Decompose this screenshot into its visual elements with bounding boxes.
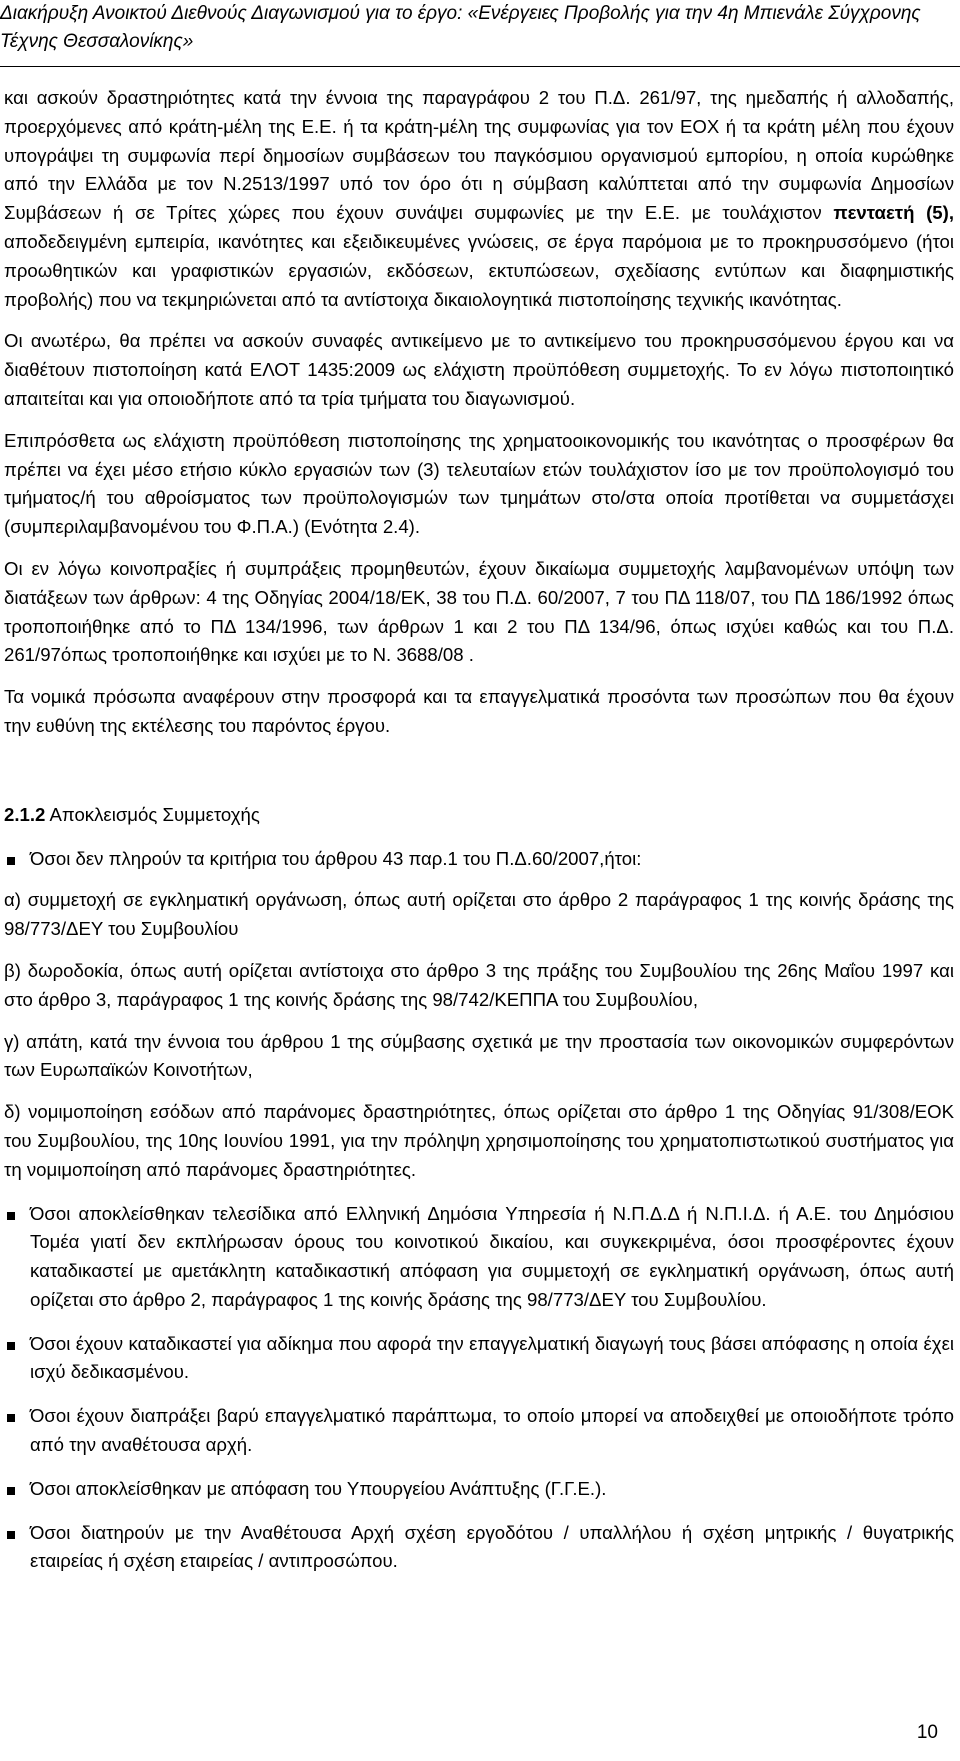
paragraph-legal-entities: Τα νομικά πρόσωπα αναφέρουν στην προσφορά και τα επαγγελματικά προσόντα των προσώπων που θα έχουν την ευθύνη της εκτέλεσης του παρόντος έργου. — [4, 686, 954, 736]
square-bullet-icon — [4, 1330, 30, 1388]
list-item: Όσοι δεν πληρούν τα κριτήρια του άρθρου 43 παρ.1 του Π.Δ.60/2007,ήτοι: — [4, 845, 954, 874]
section-heading — [4, 801, 954, 830]
square-bullet-icon — [4, 845, 30, 874]
square-bullet-icon — [4, 1200, 30, 1315]
list-item: Όσοι έχουν διαπράξει βαρύ επαγγελματικό παράπτωμα, το οποίο μπορεί να αποδειχθεί με οποιοδήποτε τρόπο από την αναθέτουσα αρχή. — [4, 1402, 954, 1460]
paragraph-eligibility: και ασκούν δραστηριότητες κατά την έννοια της παραγράφου 2 του Π.Δ. 261/97, της ημεδαπής ή αλλοδαπής, προερχόμενες από κράτη-μέλη της Ε.Ε. ή τα κράτη-μέλη της συμφωνίας για τον ΕΟΧ ή τα κράτη μέλη που έχουν υπογράψει τη συμφωνία περί δημοσίων συμβάσεων του παγκόσμιου οργανισμού εμπορίου, η οποία κυρώθηκε από την Ελλάδα με τον Ν.2513/1997 υπό τον όρο ότι η σύμβαση καλύπτεται από την συμφωνία Δημοσίων Συμβάσεων ή σε Τρίτες χώρες που έχουν συνάψει συμφωνίες με την Ε.Ε. με τουλάχιστον πενταετή (5), αποδεδειγμένη εμπειρία, ικανότητες και εξειδικευμένες γνώσεις, σε έργα παρόμοια με το προκηρυσσόμενο (ήτοι προωθητικών και γραφιστικών εργασιών, εκδόσεων, εκτυπώσεων, σχεδίασης εντύπων και διαφημιστικής προβολής) που να τεκμηριώνεται από τα αντίστοιχα δικαιολογητικά πιστοποίησης τεχνικής ικανότητας. — [4, 87, 954, 310]
page-number: 10 — [916, 1722, 938, 1743]
paragraph-consortia: Οι εν λόγω κοινοπραξίες ή συμπράξεις προμηθευτών, έχουν δικαίωμα συμμετοχής λαμβανομένων υπόψη των διατάξεων των άρθρων: 4 της Οδηγίας 2004/18/ΕΚ, 38 του Π.Δ. 60/2007, 7 του ΠΔ 118/07, του ΠΔ 186/1992 όπως τροποποιήθηκε από το ΠΔ 134/1996, των άρθρων 1 και 2 του ΠΔ 134/96, όπως ισχύει καθώς και του Π.Δ. 261/97όπως τροποποιήθηκε και ισχύει με το Ν. 3688/08 . — [4, 557, 954, 666]
square-bullet-icon — [4, 1519, 30, 1577]
criterion-a: α) συμμετοχή σε εγκληματική οργάνωση, όπως αυτή ορίζεται στο άρθρο 2 παράγραφος 1 της κοινής δράσης της 98/773/ΔΕΥ του Συμβουλίου — [4, 889, 954, 940]
criterion-c: γ) απάτη, κατά την έννοια του άρθρου 1 της σύμβασης σχετικά με την προστασία των οικονομικών συμφερόντων των Ευρωπαϊκών Κοινοτήτων, — [4, 1030, 954, 1081]
bold-term: πενταετή (5), — [833, 202, 954, 224]
criterion-d: δ) νομιμοποίηση εσόδων από παράνομες δραστηριότητες, όπως ορίζεται στο άρθρο 1 της Οδηγίας 91/308/ΕΟΚ του Συμβουλίου, της 10ης Ιουνίου 1991, για την πρόληψη χρησιμοποίησης του χρηματοπιστωτικού συστήματος για τη νομιμοποίηση από παράνομες δραστηριότητες. — [4, 1101, 954, 1180]
section-number: 2.1.2 — [4, 803, 46, 825]
section-title: Αποκλεισμός Συμμετοχής — [45, 803, 260, 825]
criterion-b: β) δωροδοκία, όπως αυτή ορίζεται αντίστοιχα στο άρθρο 3 της πράξης του Συμβουλίου της 26ης Μαΐου 1997 και στο άρθρο 3, παράγραφος 1 της κοινής δράσης της 98/742/ΚΕΠΠΑ του Συμβουλίου, — [4, 959, 954, 1010]
header-title: Διακήρυξη Ανοικτού Διεθνούς Διαγωνισμού για το έργο: «Ενέργειες Προβολής για την 4η Μπιενάλε Σύγχρονης Τέχνης Θεσσαλονίκης» — [0, 3, 921, 52]
header-divider — [0, 66, 960, 67]
square-bullet-icon — [4, 1475, 30, 1504]
square-bullet-icon — [4, 1402, 30, 1460]
document-body — [4, 84, 954, 1576]
list-item: Όσοι αποκλείσθηκαν τελεσίδικα από Ελληνική Δημόσια Υπηρεσία ή Ν.Π.Δ.Δ ή Ν.Π.Ι.Δ. ή Α.Ε. του Δημόσιου Τομέα γιατί δεν εκπλήρωσαν όρους του κοινοτικού δικαίου, και συγκεκριμένα, όσοι προσφέροντες έχουν καταδικαστεί με αμετάκλητη καταδικαστική απόφαση για συμμετοχή σε εγκληματική οργάνωση, όπως αυτή ορίζεται στο άρθρο 2, παράγραφος 1 της κοινής δράσης της 98/773/ΔΕΥ του Συμβουλίου. — [4, 1200, 954, 1315]
list-item: Όσοι αποκλείσθηκαν με απόφαση του Υπουργείου Ανάπτυξης (Γ.Γ.Ε.). — [4, 1475, 954, 1504]
list-item: Όσοι έχουν καταδικαστεί για αδίκημα που αφορά την επαγγελματική διαγωγή τους βάσει απόφασης η οποία έχει ισχύ δεδικασμένου. — [4, 1330, 954, 1388]
paragraph-certification: Οι ανωτέρω, θα πρέπει να ασκούν συναφές αντικείμενο με το αντικείμενο του προκηρυσσόμενου έργου και να διαθέτουν πιστοποίηση κατά ΕΛΟΤ 1435:2009 ως ελάχιστη προϋπόθεση συμμετοχής. Το εν λόγω πιστοποιητικό απαιτείται και για οποιοδήποτε από τα τρία τμήματα του διαγωνισμού. — [4, 330, 954, 409]
page-header — [0, 0, 960, 56]
paragraph-financial: Επιπρόσθετα ως ελάχιστη προϋπόθεση πιστοποίησης της χρηματοοικονομικής του ικανότητας ο προσφέρων θα πρέπει να έχει μέσο ετήσιο κύκλο εργασιών των (3) τελευταίων ετών τουλάχιστον ίσο με τον προϋπολογισμό του τμήματος/ή του αθροίσματος των προϋπολογισμών των τμημάτων στο/στα οποία προτίθεται να συμμετάσχει (συμπεριλαμβανομένου του Φ.Π.Α.) (Ενότητα 2.4). — [4, 429, 954, 538]
list-item: Όσοι διατηρούν με την Αναθέτουσα Αρχή σχέση εργοδότου / υπαλλήλου ή σχέση μητρικής / θυγατρικής εταιρείας ή σχέση εταιρείας / αντιπροσώπου. — [4, 1519, 954, 1577]
